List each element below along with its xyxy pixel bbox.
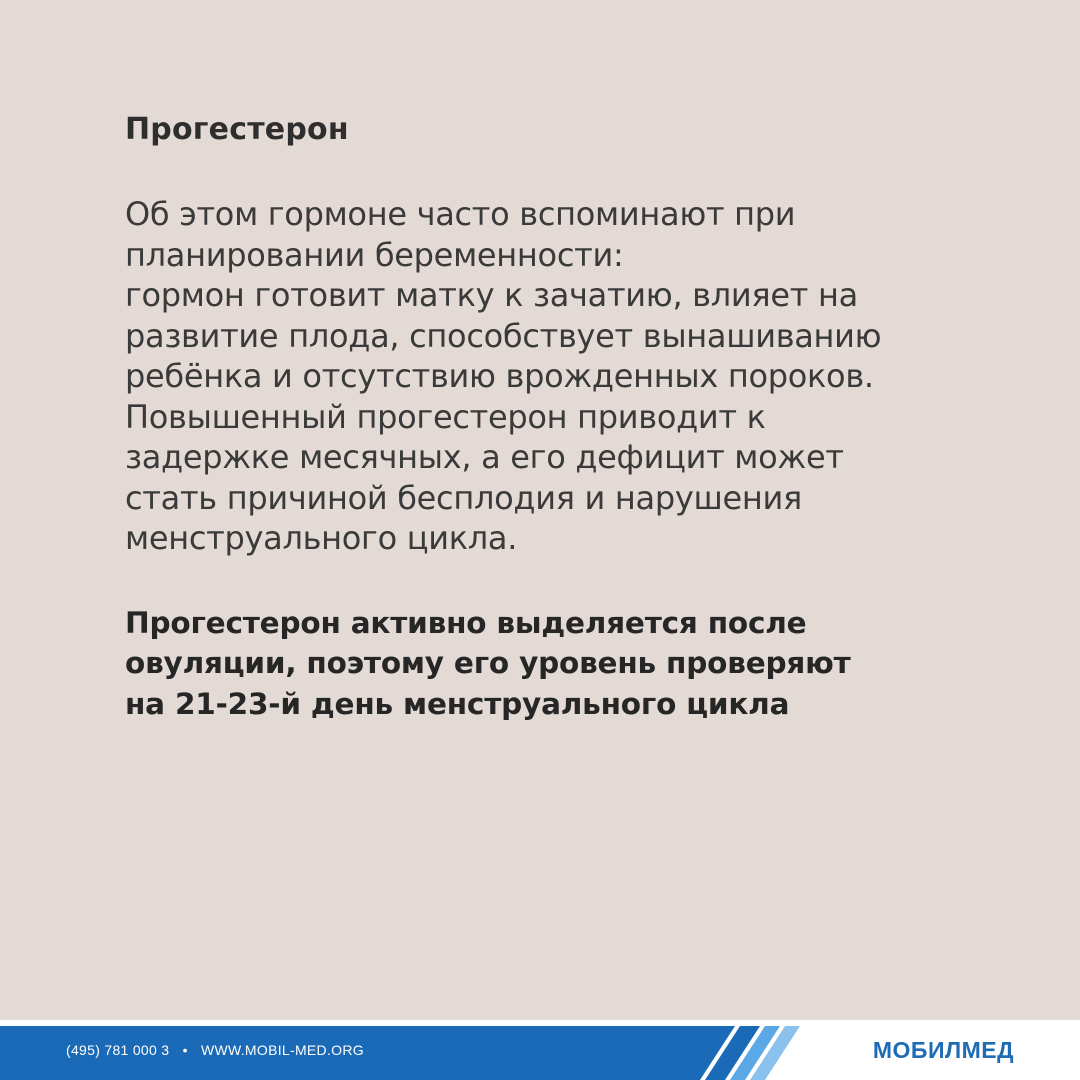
highlight-line: на 21-23-й день менструального цикла bbox=[125, 686, 790, 721]
article-highlight bbox=[125, 603, 995, 725]
website-link[interactable]: WWW.MOBIL-MED.ORG bbox=[200, 1042, 364, 1058]
paragraph-line: Об этом гормоне часто вспоминают при bbox=[125, 195, 796, 233]
paragraph-line: развитие плода, способствует вынашиванию bbox=[125, 316, 882, 355]
paragraph-line: планировании беременности: bbox=[125, 235, 624, 274]
separator-dot: • bbox=[182, 1042, 188, 1058]
paragraph-line: задержке месячных, а его дефицит может bbox=[125, 438, 844, 476]
paragraph-line: гормон готовит матку к зачатию, влияет на bbox=[125, 276, 858, 314]
article-paragraph bbox=[125, 194, 995, 559]
paragraph-line: менструального цикла. bbox=[125, 519, 518, 557]
paragraph-line: ребёнка и отсутствию врожденных пороков. bbox=[125, 357, 874, 395]
highlight-line: овуляции, поэтому его уровень проверяют bbox=[125, 646, 851, 680]
paragraph-line: стать причиной бесплодия и нарушения bbox=[125, 478, 802, 517]
article-title: Прогестерон bbox=[125, 112, 349, 147]
brand-logo[interactable]: МОБИЛМЕД bbox=[872, 1037, 1014, 1063]
paragraph-line: Повышенный прогестерон приводит к bbox=[125, 397, 766, 436]
footer-contacts bbox=[66, 1042, 364, 1058]
highlight-line: Прогестерон активно выделяется после bbox=[125, 605, 807, 640]
article bbox=[125, 108, 995, 724]
phone-number[interactable]: (495) 781 000 3 bbox=[66, 1042, 170, 1058]
